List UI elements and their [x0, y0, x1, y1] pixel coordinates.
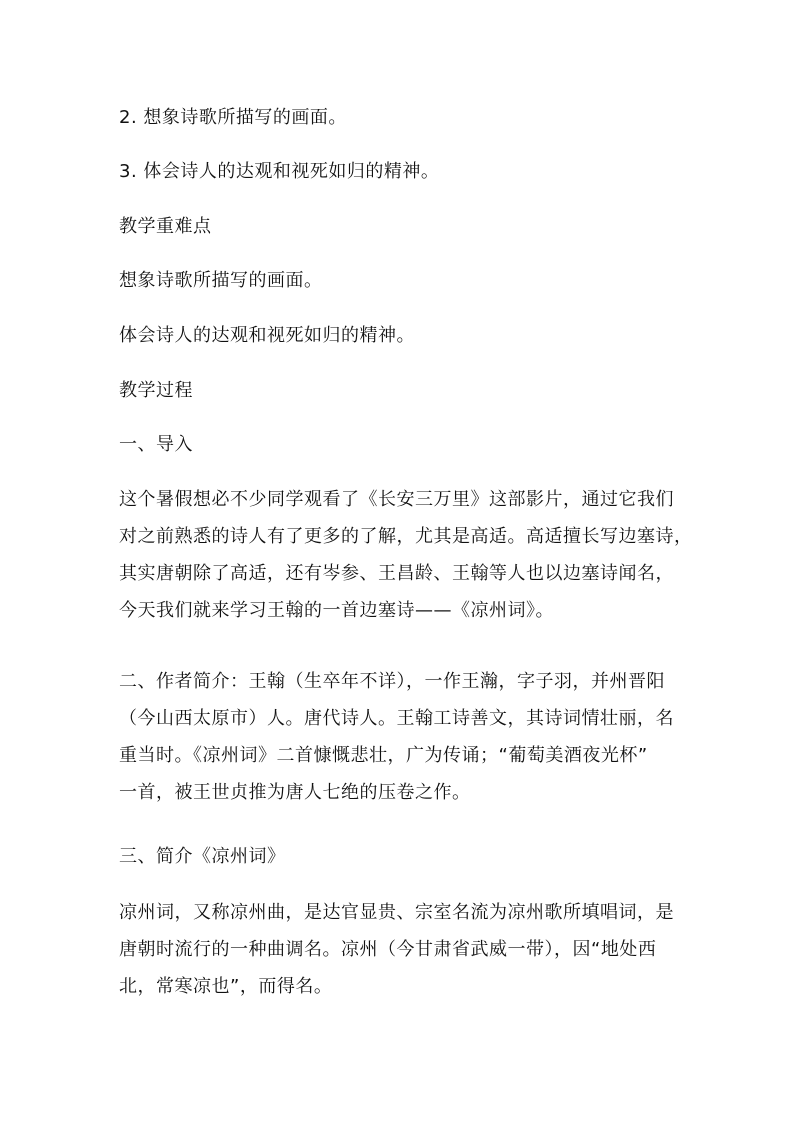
paragraph-line: 北，常寒凉也”，而得名。	[119, 976, 333, 997]
objective-item-2: 2. 想象诗歌所描写的画面。	[119, 107, 347, 128]
key-difficulty-point-1: 想象诗歌所描写的画面。	[119, 270, 323, 291]
paragraph-line: （今山西太原市）人。唐代诗人。王翰工诗善文，其诗词情壮丽，名	[119, 708, 674, 729]
paragraph-line: 重当时。《凉州词》二首慷慨悲壮，广为传诵；“葡萄美酒夜光杯”	[119, 745, 648, 766]
poem-intro-heading: 三、简介《凉州词》	[119, 846, 286, 867]
paragraph-line: 唐朝时流行的一种曲调名。凉州（今甘肃省武威一带），因“地处西	[119, 939, 657, 960]
intro-section-heading: 一、导入	[119, 434, 193, 455]
author-intro-paragraph	[119, 663, 689, 811]
key-difficulties-heading: 教学重难点	[119, 216, 212, 237]
paragraph-line: 一首，被王世贞推为唐人七绝的压卷之作。	[119, 782, 471, 803]
poem-intro-paragraph	[119, 894, 689, 1005]
paragraph-line: 凉州词，又称凉州曲，是达官显贵、宗室名流为凉州歌所填唱词，是	[119, 902, 674, 923]
paragraph-line: 今天我们就来学习王翰的一首边塞诗——《凉州词》。	[119, 600, 554, 621]
paragraph-line: 对之前熟悉的诗人有了更多的了解，尤其是高适。高适擅长写边塞诗，	[119, 526, 693, 547]
objective-item-3: 3. 体会诗人的达观和视死如归的精神。	[119, 161, 440, 182]
paragraph-line: 这个暑假想必不少同学观看了《长安三万里》这部影片，通过它我们	[119, 489, 674, 510]
paragraph-line: 其实唐朝除了高适，还有岑参、王昌龄、王翰等人也以边塞诗闻名，	[119, 563, 674, 584]
key-difficulty-point-2: 体会诗人的达观和视死如归的精神。	[119, 325, 415, 346]
teaching-process-heading: 教学过程	[119, 380, 193, 401]
intro-paragraph	[119, 481, 693, 629]
paragraph-line: 二、作者简介：王翰（生卒年不详），一作王瀚，字子羽，并州晋阳	[119, 671, 665, 692]
